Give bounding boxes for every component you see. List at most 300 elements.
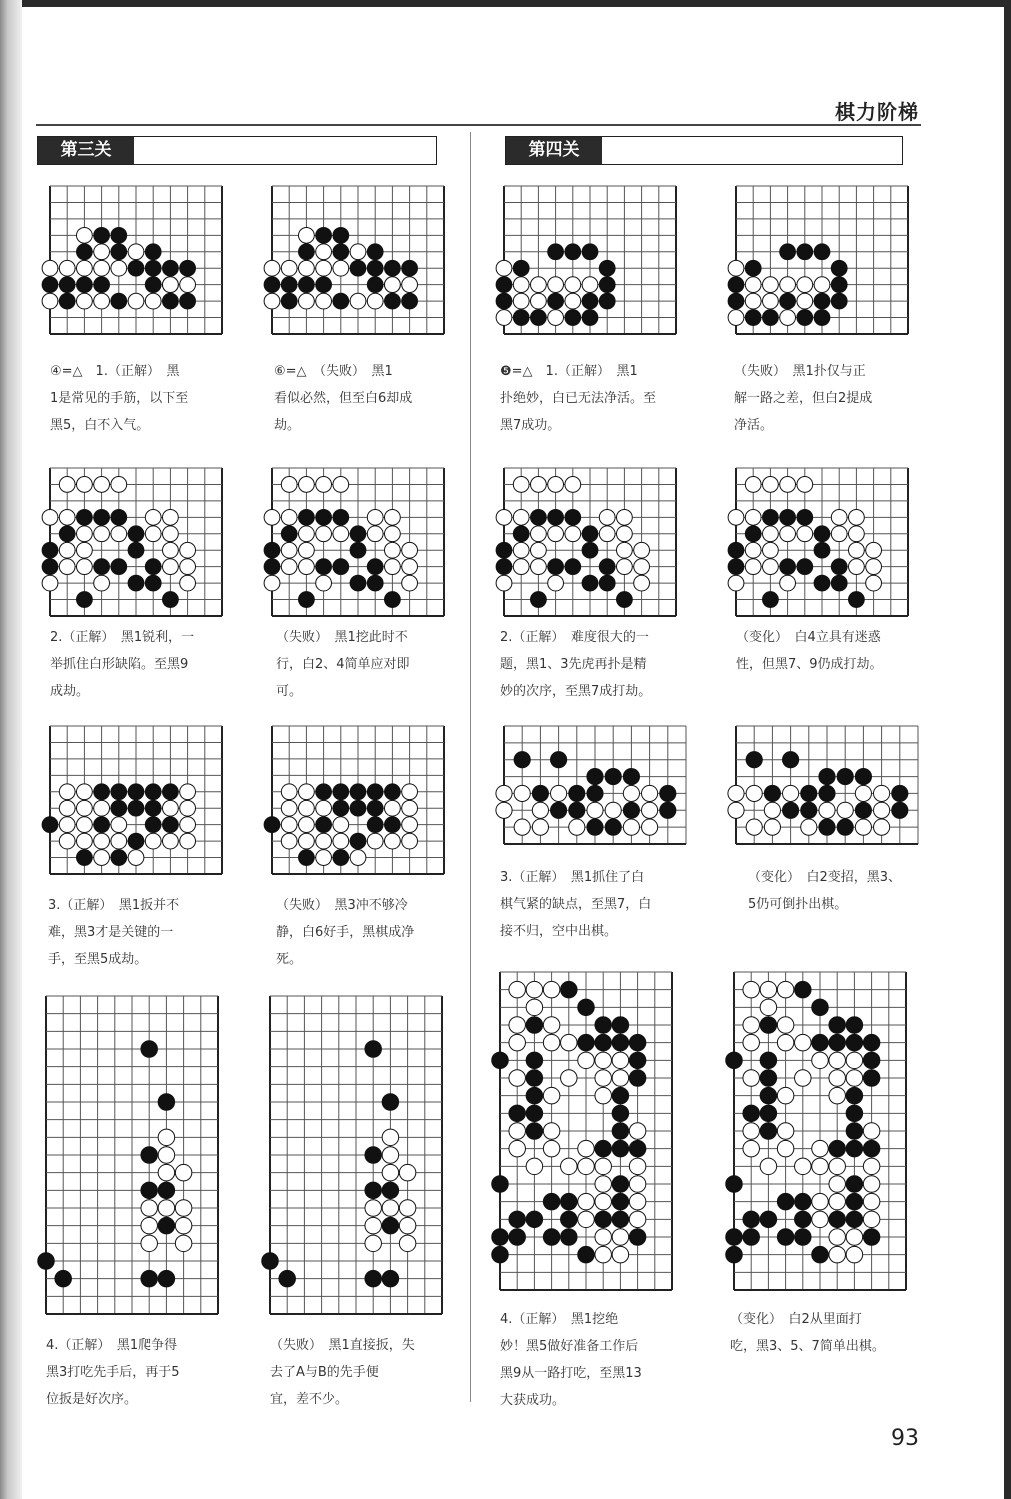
white-stone	[863, 1123, 880, 1140]
black-stone	[365, 1147, 382, 1164]
white-stone	[812, 1158, 829, 1175]
black-stone	[814, 526, 830, 542]
black-stone	[496, 277, 512, 293]
white-stone	[745, 542, 761, 558]
white-stone	[180, 784, 196, 800]
white-stone	[617, 559, 633, 575]
black-stone	[582, 526, 598, 542]
white-stone	[382, 1200, 399, 1217]
black-stone	[513, 260, 529, 276]
white-stone	[777, 1034, 794, 1051]
black-stone	[726, 1229, 743, 1246]
black-stone	[728, 542, 744, 558]
white-stone	[531, 526, 547, 542]
black-stone	[797, 310, 813, 326]
white-stone	[780, 526, 796, 542]
white-stone	[59, 817, 75, 833]
white-stone	[745, 559, 761, 575]
black-stone	[264, 559, 280, 575]
white-stone	[849, 542, 865, 558]
white-stone	[513, 277, 529, 293]
black-stone	[831, 260, 847, 276]
white-stone	[795, 1034, 812, 1051]
white-stone	[595, 1070, 612, 1087]
black-stone	[760, 1052, 777, 1069]
white-stone	[94, 260, 110, 276]
white-stone	[299, 817, 315, 833]
white-stone	[399, 1217, 416, 1234]
white-stone	[543, 1140, 560, 1157]
caption-line: 黑5，白不入气。	[50, 418, 150, 433]
white-stone	[795, 1070, 812, 1087]
black-stone	[365, 1182, 382, 1199]
white-stone	[513, 509, 529, 525]
white-stone	[180, 800, 196, 816]
black-stone	[565, 509, 581, 525]
black-stone	[612, 1123, 629, 1140]
white-stone	[812, 1052, 829, 1069]
black-stone	[145, 244, 161, 260]
black-stone	[128, 542, 144, 558]
black-stone	[599, 277, 615, 293]
white-stone	[94, 833, 110, 849]
black-stone	[582, 542, 598, 558]
go-board-diagram	[498, 462, 682, 622]
caption-line: （变化） 白2从里面打	[730, 1312, 862, 1327]
black-stone	[262, 1253, 279, 1270]
white-stone	[846, 1246, 863, 1263]
black-stone	[582, 293, 598, 309]
white-stone	[264, 260, 280, 276]
black-stone	[617, 592, 633, 608]
black-stone	[492, 1246, 509, 1263]
caption-line: 大获成功。	[500, 1393, 566, 1408]
white-stone	[128, 293, 144, 309]
white-stone	[543, 981, 560, 998]
white-stone	[605, 802, 621, 818]
black-stone	[595, 1140, 612, 1157]
white-stone	[837, 802, 853, 818]
white-stone	[264, 575, 280, 591]
white-stone	[531, 277, 547, 293]
black-stone	[814, 310, 830, 326]
black-stone	[382, 1270, 399, 1287]
black-stone	[111, 559, 127, 575]
white-stone	[281, 833, 297, 849]
white-stone	[514, 785, 530, 801]
black-stone	[578, 1246, 595, 1263]
white-stone	[855, 819, 871, 835]
black-stone	[780, 293, 796, 309]
black-stone	[77, 592, 93, 608]
diagram-caption	[500, 624, 686, 705]
white-stone	[94, 850, 110, 866]
white-stone	[743, 1017, 760, 1034]
white-stone	[163, 277, 179, 293]
caption-line: ④=△ 1.（正解） 黑	[50, 364, 180, 379]
white-stone	[763, 477, 779, 493]
white-stone	[849, 509, 865, 525]
white-stone	[180, 559, 196, 575]
white-stone	[42, 293, 58, 309]
diagram-caption	[748, 864, 920, 918]
white-stone	[316, 244, 332, 260]
white-stone	[874, 819, 890, 835]
go-board-diagram	[44, 462, 228, 622]
white-stone	[111, 526, 127, 542]
white-stone	[367, 293, 383, 309]
white-stone	[163, 833, 179, 849]
white-stone	[163, 526, 179, 542]
black-stone	[333, 800, 349, 816]
black-stone	[299, 244, 315, 260]
black-stone	[180, 293, 196, 309]
white-stone	[111, 260, 127, 276]
black-stone	[42, 277, 58, 293]
white-stone	[746, 819, 762, 835]
black-stone	[760, 1123, 777, 1140]
page-number: 93	[891, 1426, 919, 1451]
caption-line: 2.（正解） 黑1锐利，一	[50, 630, 195, 645]
black-stone	[145, 559, 161, 575]
go-board-diagram	[494, 966, 678, 1296]
diagram-caption	[46, 1332, 222, 1413]
white-stone	[59, 559, 75, 575]
black-stone	[612, 1193, 629, 1210]
white-stone	[743, 1123, 760, 1140]
white-stone	[59, 784, 75, 800]
black-stone	[316, 817, 332, 833]
white-stone	[629, 1176, 646, 1193]
black-stone	[264, 542, 280, 558]
white-stone	[548, 310, 564, 326]
white-stone	[532, 802, 548, 818]
caption-line: （失败） 黑1扑仅与正	[734, 364, 866, 379]
white-stone	[764, 819, 780, 835]
white-stone	[728, 509, 744, 525]
white-stone	[77, 526, 93, 542]
black-stone	[316, 509, 332, 525]
white-stone	[595, 1246, 612, 1263]
black-stone	[831, 559, 847, 575]
black-stone	[763, 310, 779, 326]
white-stone	[385, 526, 401, 542]
black-stone	[333, 293, 349, 309]
black-stone	[514, 752, 530, 768]
white-stone	[831, 526, 847, 542]
black-stone	[526, 1087, 543, 1104]
white-stone	[180, 542, 196, 558]
caption-line: 行，白2、4简单应对即	[276, 657, 410, 672]
white-stone	[612, 1246, 629, 1263]
white-stone	[595, 1193, 612, 1210]
black-stone	[526, 1052, 543, 1069]
black-stone	[846, 1193, 863, 1210]
white-stone	[763, 559, 779, 575]
white-stone	[565, 277, 581, 293]
white-stone	[795, 1158, 812, 1175]
white-stone	[385, 509, 401, 525]
white-stone	[158, 1164, 175, 1181]
black-stone	[846, 1176, 863, 1193]
white-stone	[551, 785, 567, 801]
white-stone	[728, 575, 744, 591]
black-stone	[299, 277, 315, 293]
white-stone	[77, 227, 93, 243]
white-stone	[333, 526, 349, 542]
white-stone	[158, 1129, 175, 1146]
white-stone	[299, 559, 315, 575]
white-stone	[281, 817, 297, 833]
white-stone	[316, 833, 332, 849]
black-stone	[548, 293, 564, 309]
white-stone	[634, 559, 650, 575]
white-stone	[77, 477, 93, 493]
white-stone	[760, 1158, 777, 1175]
white-stone	[399, 1200, 416, 1217]
white-stone	[780, 575, 796, 591]
caption-line: 题，黑1、3先虎再扑是精	[500, 657, 647, 672]
caption-line: ❺=△ 1.（正解） 黑1	[500, 364, 638, 379]
black-stone	[743, 1105, 760, 1122]
black-stone	[595, 1034, 612, 1051]
caption-line: ⑥=△ （失败） 黑1	[274, 364, 393, 379]
white-stone	[642, 785, 658, 801]
black-stone	[587, 819, 603, 835]
black-stone	[333, 850, 349, 866]
diagram-caption	[48, 892, 228, 973]
white-stone	[145, 509, 161, 525]
black-stone	[180, 260, 196, 276]
white-stone	[812, 1193, 829, 1210]
white-stone	[163, 542, 179, 558]
black-stone	[38, 1253, 55, 1270]
black-stone	[783, 752, 799, 768]
white-stone	[367, 509, 383, 525]
white-stone	[382, 1147, 399, 1164]
black-stone	[77, 277, 93, 293]
black-stone	[367, 260, 383, 276]
caption-line: 3.（正解） 黑1扳并不	[48, 898, 180, 913]
black-stone	[764, 785, 780, 801]
black-stone	[629, 1229, 646, 1246]
black-stone	[350, 260, 366, 276]
white-stone	[509, 1140, 526, 1157]
section-banner-3	[37, 136, 437, 165]
white-stone	[402, 817, 418, 833]
black-stone	[333, 784, 349, 800]
black-stone	[760, 1017, 777, 1034]
white-stone	[509, 981, 526, 998]
white-stone	[158, 1147, 175, 1164]
white-stone	[777, 1123, 794, 1140]
black-stone	[145, 784, 161, 800]
white-stone	[402, 575, 418, 591]
white-stone	[595, 1052, 612, 1069]
black-stone	[829, 1017, 846, 1034]
black-stone	[94, 277, 110, 293]
black-stone	[726, 1246, 743, 1263]
white-stone	[59, 477, 75, 493]
white-stone	[728, 785, 744, 801]
black-stone	[128, 800, 144, 816]
black-stone	[141, 1270, 158, 1287]
black-stone	[531, 310, 547, 326]
black-stone	[59, 526, 75, 542]
white-stone	[531, 542, 547, 558]
black-stone	[561, 1211, 578, 1228]
white-stone	[760, 999, 777, 1016]
black-stone	[145, 277, 161, 293]
white-stone	[385, 833, 401, 849]
white-stone	[543, 1087, 560, 1104]
white-stone	[561, 1158, 578, 1175]
black-stone	[111, 293, 127, 309]
black-stone	[812, 999, 829, 1016]
black-stone	[801, 785, 817, 801]
black-stone	[281, 526, 297, 542]
black-stone	[367, 575, 383, 591]
black-stone	[587, 768, 603, 784]
black-stone	[819, 819, 835, 835]
white-stone	[77, 833, 93, 849]
black-stone	[612, 1034, 629, 1051]
white-stone	[367, 833, 383, 849]
white-stone	[561, 1070, 578, 1087]
go-board-diagram	[730, 720, 924, 850]
white-stone	[745, 509, 761, 525]
black-stone	[531, 509, 547, 525]
black-stone	[385, 260, 401, 276]
black-stone	[726, 1052, 743, 1069]
white-stone	[595, 1176, 612, 1193]
go-board-diagram	[266, 180, 450, 340]
white-stone	[743, 981, 760, 998]
caption-line: 看似必然，但至白6却成	[274, 391, 413, 406]
diagram-caption	[274, 358, 452, 439]
black-stone	[111, 850, 127, 866]
white-stone	[777, 1017, 794, 1034]
white-stone	[548, 477, 564, 493]
white-stone	[399, 1164, 416, 1181]
white-stone	[163, 800, 179, 816]
white-stone	[578, 1052, 595, 1069]
caption-line: 难，黑3才是关键的一	[48, 925, 174, 940]
black-stone	[846, 1105, 863, 1122]
white-stone	[385, 277, 401, 293]
black-stone	[513, 526, 529, 542]
black-stone	[548, 244, 564, 260]
black-stone	[728, 559, 744, 575]
white-stone	[548, 575, 564, 591]
white-stone	[797, 526, 813, 542]
black-stone	[492, 1052, 509, 1069]
black-stone	[760, 1070, 777, 1087]
black-stone	[163, 784, 179, 800]
white-stone	[829, 1158, 846, 1175]
black-stone	[111, 244, 127, 260]
white-stone	[316, 800, 332, 816]
black-stone	[726, 1176, 743, 1193]
diagram-caption	[270, 1332, 448, 1413]
white-stone	[299, 293, 315, 309]
black-stone	[163, 817, 179, 833]
caption-line: 去了A与B的先手便	[270, 1365, 379, 1380]
white-stone	[59, 509, 75, 525]
black-stone	[367, 784, 383, 800]
white-stone	[599, 509, 615, 525]
white-stone	[642, 802, 658, 818]
black-stone	[863, 1034, 880, 1051]
black-stone	[831, 293, 847, 309]
white-stone	[548, 277, 564, 293]
black-stone	[846, 1034, 863, 1051]
black-stone	[299, 850, 315, 866]
black-stone	[578, 1034, 595, 1051]
white-stone	[548, 526, 564, 542]
black-stone	[599, 260, 615, 276]
section-label: 第四关	[506, 137, 602, 164]
white-stone	[365, 1235, 382, 1252]
black-stone	[145, 817, 161, 833]
black-stone	[629, 1070, 646, 1087]
diagram-caption	[730, 1306, 910, 1360]
black-stone	[316, 277, 332, 293]
white-stone	[561, 1034, 578, 1051]
white-stone	[180, 277, 196, 293]
white-stone	[59, 833, 75, 849]
diagram-caption	[276, 624, 454, 705]
black-stone	[350, 575, 366, 591]
white-stone	[874, 802, 890, 818]
caption-line: 妙的次序，至黑7成打劫。	[500, 684, 652, 699]
white-stone	[42, 509, 58, 525]
black-stone	[77, 244, 93, 260]
black-stone	[863, 1052, 880, 1069]
black-stone	[145, 260, 161, 276]
white-stone	[745, 293, 761, 309]
white-stone	[829, 1176, 846, 1193]
go-board-diagram	[730, 180, 914, 340]
white-stone	[141, 1235, 158, 1252]
black-stone	[795, 981, 812, 998]
go-board-diagram	[264, 990, 448, 1320]
caption-line: 5仍可倒扑出棋。	[748, 897, 848, 912]
white-stone	[797, 277, 813, 293]
diagram-caption	[276, 892, 456, 973]
black-stone	[777, 1193, 794, 1210]
white-stone	[111, 833, 127, 849]
white-stone	[513, 542, 529, 558]
go-board-diagram	[266, 720, 450, 880]
black-stone	[829, 1140, 846, 1157]
caption-line: 手，至黑5成劫。	[48, 952, 148, 967]
white-stone	[532, 819, 548, 835]
white-stone	[299, 477, 315, 493]
black-stone	[846, 1017, 863, 1034]
caption-line: 扑绝妙，白已无法净活。至	[500, 391, 657, 406]
white-stone	[264, 509, 280, 525]
diagram-caption	[500, 1306, 680, 1414]
white-stone	[163, 509, 179, 525]
black-stone	[55, 1270, 72, 1287]
white-stone	[299, 542, 315, 558]
black-stone	[777, 1229, 794, 1246]
white-stone	[513, 293, 529, 309]
white-stone	[612, 1229, 629, 1246]
white-stone	[777, 1087, 794, 1104]
white-stone	[777, 981, 794, 998]
